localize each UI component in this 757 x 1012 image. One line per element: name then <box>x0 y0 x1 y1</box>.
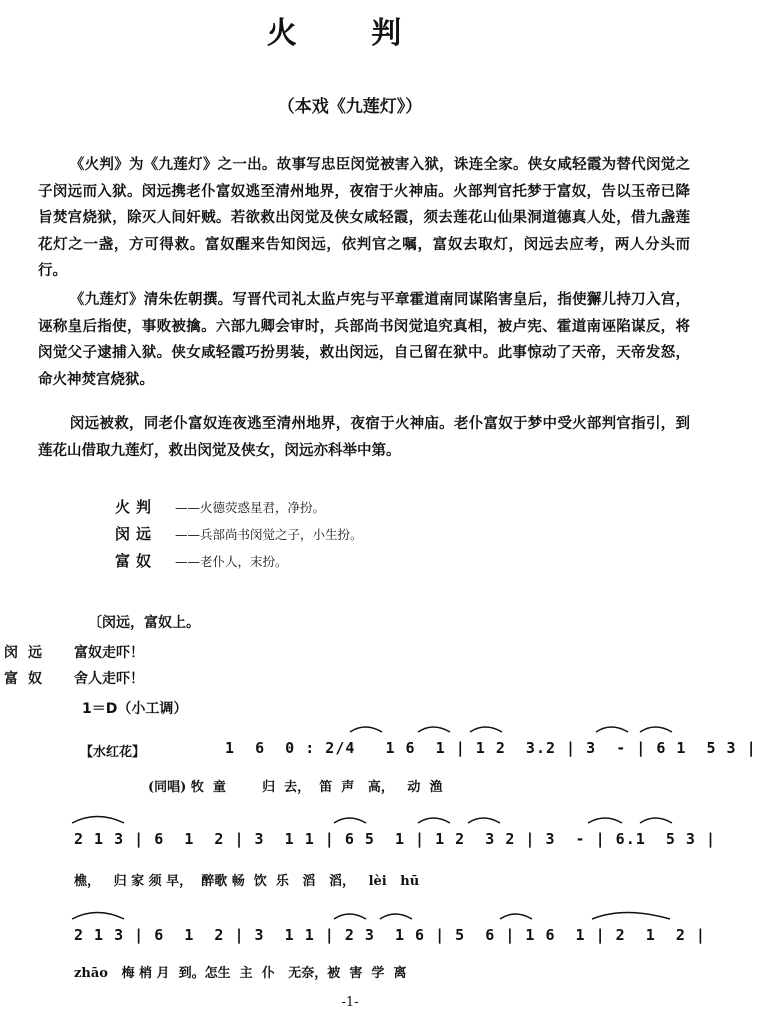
score-notes-row: 2 1 3 | 6 1 2 | 3 1 1 | 2 3 1 6 | 5 6 | 1 6 1 | 2 1 2 | <box>74 926 706 944</box>
speaker: 闵远 <box>4 645 52 661</box>
score-notes-row: 2 1 3 | 6 1 2 | 3 1 1 | 6 5 1 | 1 2 3 2 | 3 - | 6.1 5 3 | <box>74 830 716 848</box>
slur-mark <box>72 817 124 824</box>
dialogue-text: 舍人走吓！ <box>74 671 144 687</box>
slur-mark <box>72 913 124 920</box>
slur-mark <box>592 913 670 920</box>
dialogue-text: 富奴走吓！ <box>74 645 144 661</box>
page-number: -1- <box>341 995 359 1010</box>
slur-mark <box>334 914 366 919</box>
slur-mark <box>380 914 412 919</box>
tune-name: 【水红花】 <box>80 745 146 760</box>
key-signature: 1＝D（小工调） <box>82 701 188 717</box>
slur-mark <box>500 914 532 919</box>
score-lyrics-row: 樵， 归 家 须 早， 醉歌 畅 饮 乐 滔 滔， lèi hū <box>74 874 420 889</box>
cast-name: 闵远 <box>115 525 158 543</box>
slur-mark <box>640 818 672 823</box>
slur-mark <box>350 727 382 732</box>
cast-desc: ——兵部尚书闵觉之子，小生扮。 <box>175 527 363 542</box>
slur-mark <box>588 818 622 823</box>
slur-mark <box>596 727 628 732</box>
score-lyrics-row: zhāo 梅 梢 月 到。怎生 主 仆 无奈，被 害 学 离 <box>74 966 407 981</box>
intro-paragraph: 《九莲灯》清朱佐朝撰。写晋代司礼太监卢宪与平章霍道南同谋陷害皇后，指使獬儿持刀入宫，诬称皇后指使，事败被擒。六部九卿会审时，兵部尚书闵觉追究真相，被卢宪、霍道南诬陷谋反，将闵觉父子逮捕入狱。侠女咸轻霞巧扮男装，救出闵远，自己留在狱中。此事惊动了天帝，天帝发怒，命火神焚宫烧狱。 <box>38 291 690 388</box>
cast-name: 火判 <box>115 498 158 516</box>
speaker: 富奴 <box>4 671 52 687</box>
intro-paragraph: 闵远被救，同老仆富奴连夜逃至清州地界，夜宿于火神庙。老仆富奴于梦中受火部判官指引，到莲花山借取九莲灯，救出闵觉及侠女，闵远亦科举中第。 <box>38 415 690 459</box>
score-lyrics-row: (同唱) 牧 童 归 去， 笛 声 高， 动 渔 <box>148 780 443 795</box>
slur-mark <box>640 727 672 732</box>
cast-desc: ——老仆人，末扮。 <box>175 554 288 569</box>
page-title: 火 判 <box>266 16 434 51</box>
slur-mark <box>418 727 450 732</box>
slur-mark <box>470 727 502 732</box>
score-notes-row: 1 6 0 : 2/4 1 6 1 | 1 2 3.2 | 3 - | 6 1 5 3 | <box>225 739 757 757</box>
subtitle: （本戏《九莲灯》） <box>277 97 423 117</box>
cast-desc: ——火德荧惑星君，净扮。 <box>175 500 326 515</box>
slur-mark <box>418 818 450 823</box>
intro-paragraph: 《火判》为《九莲灯》之一出。故事写忠臣闵觉被害入狱，诛连全家。侠女咸轻霞为替代闵觉之子闵远而入狱。闵远携老仆富奴逃至清州地界，夜宿于火神庙。火部判官托梦于富奴，告以玉帝已降旨焚宫烧狱，除灭人间奸贼。若欲救出闵觉及侠女咸轻霞，须去莲花山仙果洞道德真人处，借九盏莲花灯之一盏，方可得救。富奴醒来告知闵远，依判官之嘱，富奴去取灯，闵远去应考，两人分头而行。 <box>38 156 690 279</box>
cast-name: 富奴 <box>115 552 158 570</box>
slur-mark <box>334 818 366 823</box>
stage-direction: 〔闵远，富奴上。 <box>88 615 200 631</box>
slur-mark <box>468 818 500 823</box>
